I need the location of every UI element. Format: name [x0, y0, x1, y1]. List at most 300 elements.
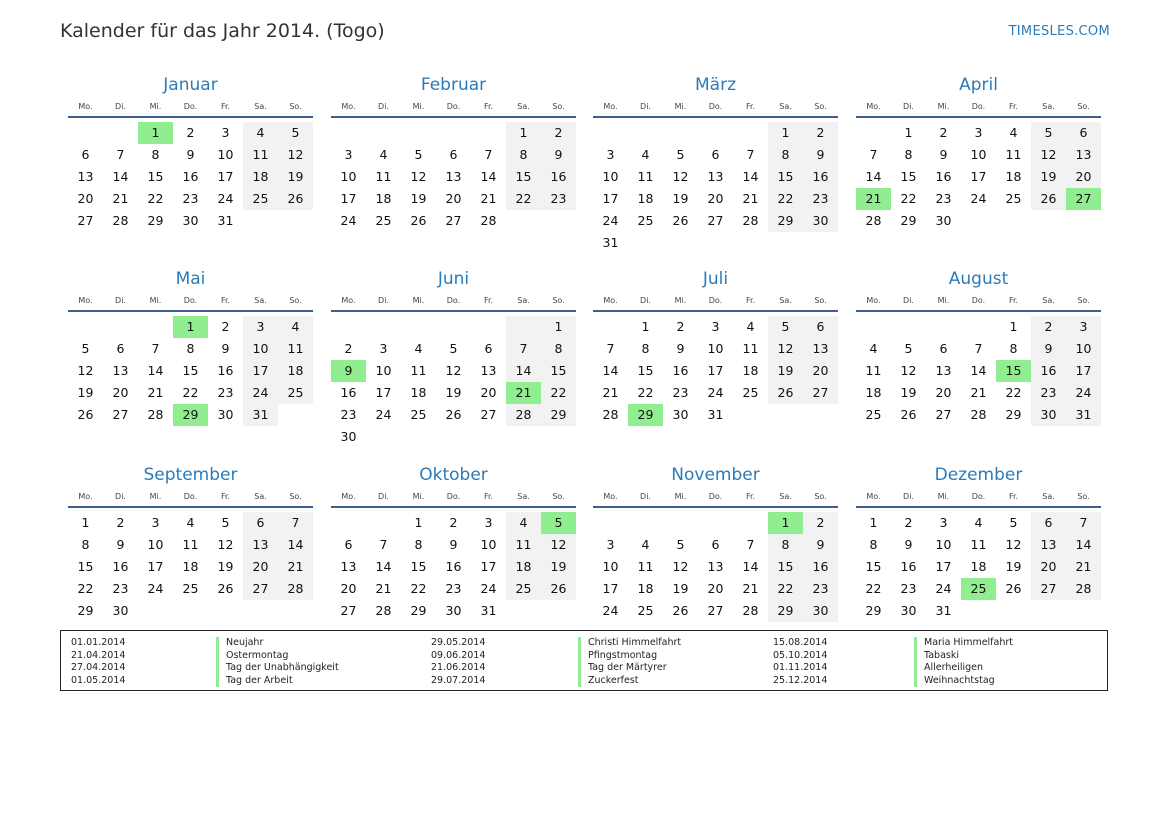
day-cell[interactable]: 13 [1066, 144, 1101, 166]
day-cell[interactable]: 17 [707, 363, 724, 378]
day-cell[interactable]: 6 [1066, 122, 1101, 144]
day-cell[interactable]: 14 [506, 360, 541, 382]
day-cell[interactable]: 15 [541, 360, 576, 382]
day-cell[interactable]: 5 [278, 122, 313, 144]
day-cell[interactable]: 12 [768, 338, 803, 360]
day-cell[interactable]: 10 [935, 537, 952, 552]
day-cell[interactable]: 24 [243, 382, 278, 404]
day-cell[interactable]: 31 [707, 407, 724, 422]
day-cell[interactable]: 31 [935, 603, 952, 618]
day-cell[interactable]: 13 [480, 363, 497, 378]
day-cell[interactable]: 1 [904, 125, 913, 140]
day-cell[interactable]: 27 [77, 213, 94, 228]
day-cell[interactable]: 2 [803, 122, 838, 144]
day-cell[interactable]: 3 [379, 341, 388, 356]
day-cell[interactable]: 2 [116, 515, 125, 530]
day-cell[interactable]: 4 [869, 341, 878, 356]
day-cell[interactable]: 2 [449, 515, 458, 530]
day-cell[interactable]: 21 [742, 191, 759, 206]
day-cell[interactable]: 22 [410, 581, 427, 596]
day-cell[interactable]: 7 [116, 147, 125, 162]
day-cell[interactable]: 2 [344, 341, 353, 356]
day-cell[interactable]: 2 [904, 515, 913, 530]
day-cell[interactable]: 14 [602, 363, 619, 378]
day-cell[interactable]: 8 [506, 144, 541, 166]
day-cell[interactable]: 4 [641, 147, 650, 162]
holiday-day-cell[interactable]: 29 [628, 404, 663, 426]
day-cell[interactable]: 26 [672, 213, 689, 228]
day-cell[interactable]: 17 [935, 559, 952, 574]
day-cell[interactable]: 18 [182, 559, 199, 574]
day-cell[interactable]: 22 [637, 385, 654, 400]
day-cell[interactable]: 10 [970, 147, 987, 162]
day-cell[interactable]: 19 [217, 559, 234, 574]
day-cell[interactable]: 26 [768, 382, 803, 404]
day-cell[interactable]: 12 [77, 363, 94, 378]
day-cell[interactable]: 26 [77, 407, 94, 422]
day-cell[interactable]: 12 [410, 169, 427, 184]
day-cell[interactable]: 25 [182, 581, 199, 596]
day-cell[interactable]: 3 [1066, 316, 1101, 338]
day-cell[interactable]: 19 [672, 581, 689, 596]
day-cell[interactable]: 4 [1009, 125, 1018, 140]
holiday-day-cell[interactable]: 25 [961, 578, 996, 600]
day-cell[interactable]: 9 [803, 144, 838, 166]
day-cell[interactable]: 13 [112, 363, 129, 378]
day-cell[interactable]: 4 [506, 512, 541, 534]
day-cell[interactable]: 23 [182, 191, 199, 206]
day-cell[interactable]: 8 [768, 534, 803, 556]
day-cell[interactable]: 26 [278, 188, 313, 210]
day-cell[interactable]: 19 [1005, 559, 1022, 574]
day-cell[interactable]: 2 [939, 125, 948, 140]
day-cell[interactable]: 3 [606, 147, 615, 162]
holiday-day-cell[interactable]: 29 [173, 404, 208, 426]
day-cell[interactable]: 13 [340, 559, 357, 574]
day-cell[interactable]: 3 [221, 125, 230, 140]
day-cell[interactable]: 8 [151, 147, 160, 162]
day-cell[interactable]: 21 [742, 581, 759, 596]
day-cell[interactable]: 21 [1066, 556, 1101, 578]
day-cell[interactable]: 17 [602, 581, 619, 596]
day-cell[interactable]: 10 [707, 341, 724, 356]
day-cell[interactable]: 1 [414, 515, 423, 530]
day-cell[interactable]: 23 [1031, 382, 1066, 404]
day-cell[interactable]: 18 [637, 581, 654, 596]
day-cell[interactable]: 27 [480, 407, 497, 422]
day-cell[interactable]: 17 [340, 191, 357, 206]
day-cell[interactable]: 22 [541, 382, 576, 404]
day-cell[interactable]: 9 [939, 147, 948, 162]
day-cell[interactable]: 28 [865, 213, 882, 228]
day-cell[interactable]: 27 [935, 407, 952, 422]
day-cell[interactable]: 15 [506, 166, 541, 188]
day-cell[interactable]: 9 [221, 341, 230, 356]
day-cell[interactable]: 27 [112, 407, 129, 422]
holiday-day-cell[interactable]: 1 [173, 316, 208, 338]
day-cell[interactable]: 10 [147, 537, 164, 552]
day-cell[interactable]: 5 [1031, 122, 1066, 144]
day-cell[interactable]: 9 [116, 537, 125, 552]
day-cell[interactable]: 28 [375, 603, 392, 618]
day-cell[interactable]: 10 [1066, 338, 1101, 360]
holiday-day-cell[interactable]: 1 [138, 122, 173, 144]
day-cell[interactable]: 23 [935, 191, 952, 206]
day-cell[interactable]: 12 [1031, 144, 1066, 166]
day-cell[interactable]: 14 [865, 169, 882, 184]
day-cell[interactable]: 25 [243, 188, 278, 210]
day-cell[interactable]: 21 [278, 556, 313, 578]
day-cell[interactable]: 16 [803, 166, 838, 188]
day-cell[interactable]: 27 [1031, 578, 1066, 600]
day-cell[interactable]: 20 [1066, 166, 1101, 188]
day-cell[interactable]: 24 [480, 581, 497, 596]
day-cell[interactable]: 22 [768, 578, 803, 600]
holiday-day-cell[interactable]: 15 [996, 360, 1031, 382]
day-cell[interactable]: 25 [506, 578, 541, 600]
day-cell[interactable]: 6 [243, 512, 278, 534]
day-cell[interactable]: 20 [340, 581, 357, 596]
day-cell[interactable]: 28 [480, 213, 497, 228]
day-cell[interactable]: 14 [278, 534, 313, 556]
day-cell[interactable]: 30 [182, 213, 199, 228]
day-cell[interactable]: 25 [742, 385, 759, 400]
day-cell[interactable]: 12 [900, 363, 917, 378]
day-cell[interactable]: 8 [768, 144, 803, 166]
day-cell[interactable]: 11 [970, 537, 987, 552]
day-cell[interactable]: 7 [746, 537, 755, 552]
day-cell[interactable]: 25 [375, 213, 392, 228]
day-cell[interactable]: 18 [278, 360, 313, 382]
day-cell[interactable]: 16 [541, 166, 576, 188]
day-cell[interactable]: 18 [1005, 169, 1022, 184]
day-cell[interactable]: 1 [768, 122, 803, 144]
day-cell[interactable]: 24 [340, 213, 357, 228]
day-cell[interactable]: 5 [221, 515, 230, 530]
day-cell[interactable]: 4 [278, 316, 313, 338]
day-cell[interactable]: 5 [904, 341, 913, 356]
day-cell[interactable]: 6 [803, 316, 838, 338]
day-cell[interactable]: 2 [186, 125, 195, 140]
day-cell[interactable]: 25 [1005, 191, 1022, 206]
day-cell[interactable]: 18 [865, 385, 882, 400]
day-cell[interactable]: 14 [742, 169, 759, 184]
day-cell[interactable]: 23 [217, 385, 234, 400]
day-cell[interactable]: 9 [186, 147, 195, 162]
day-cell[interactable]: 26 [445, 407, 462, 422]
holiday-day-cell[interactable]: 21 [856, 188, 891, 210]
day-cell[interactable]: 25 [637, 603, 654, 618]
day-cell[interactable]: 7 [151, 341, 160, 356]
day-cell[interactable]: 10 [217, 147, 234, 162]
day-cell[interactable]: 26 [410, 213, 427, 228]
day-cell[interactable]: 14 [742, 559, 759, 574]
day-cell[interactable]: 11 [243, 144, 278, 166]
day-cell[interactable]: 16 [935, 169, 952, 184]
day-cell[interactable]: 17 [602, 191, 619, 206]
day-cell[interactable]: 11 [637, 169, 654, 184]
day-cell[interactable]: 27 [707, 603, 724, 618]
day-cell[interactable]: 3 [151, 515, 160, 530]
site-link[interactable]: TIMESLES.COM [1008, 24, 1110, 39]
day-cell[interactable]: 23 [112, 581, 129, 596]
day-cell[interactable]: 18 [410, 385, 427, 400]
day-cell[interactable]: 17 [375, 385, 392, 400]
day-cell[interactable]: 7 [746, 147, 755, 162]
day-cell[interactable]: 13 [707, 559, 724, 574]
day-cell[interactable]: 20 [112, 385, 129, 400]
day-cell[interactable]: 31 [217, 213, 234, 228]
day-cell[interactable]: 10 [602, 169, 619, 184]
day-cell[interactable]: 26 [672, 603, 689, 618]
day-cell[interactable]: 31 [1066, 404, 1101, 426]
day-cell[interactable]: 15 [865, 559, 882, 574]
day-cell[interactable]: 23 [340, 407, 357, 422]
day-cell[interactable]: 8 [869, 537, 878, 552]
day-cell[interactable]: 26 [217, 581, 234, 596]
day-cell[interactable]: 14 [147, 363, 164, 378]
day-cell[interactable]: 15 [900, 169, 917, 184]
day-cell[interactable]: 23 [900, 581, 917, 596]
day-cell[interactable]: 9 [904, 537, 913, 552]
day-cell[interactable]: 30 [340, 429, 357, 444]
day-cell[interactable]: 29 [147, 213, 164, 228]
day-cell[interactable]: 10 [602, 559, 619, 574]
day-cell[interactable]: 24 [707, 385, 724, 400]
day-cell[interactable]: 26 [541, 578, 576, 600]
day-cell[interactable]: 11 [506, 534, 541, 556]
holiday-day-cell[interactable]: 27 [1066, 188, 1101, 210]
day-cell[interactable]: 6 [939, 341, 948, 356]
day-cell[interactable]: 4 [974, 515, 983, 530]
day-cell[interactable]: 5 [1009, 515, 1018, 530]
day-cell[interactable]: 11 [410, 363, 427, 378]
day-cell[interactable]: 15 [410, 559, 427, 574]
day-cell[interactable]: 22 [768, 188, 803, 210]
day-cell[interactable]: 12 [217, 537, 234, 552]
day-cell[interactable]: 29 [900, 213, 917, 228]
day-cell[interactable]: 27 [340, 603, 357, 618]
day-cell[interactable]: 8 [186, 341, 195, 356]
day-cell[interactable]: 8 [81, 537, 90, 552]
day-cell[interactable]: 20 [803, 360, 838, 382]
day-cell[interactable]: 8 [414, 537, 423, 552]
day-cell[interactable]: 8 [904, 147, 913, 162]
day-cell[interactable]: 28 [112, 213, 129, 228]
day-cell[interactable]: 27 [803, 382, 838, 404]
day-cell[interactable]: 3 [344, 147, 353, 162]
day-cell[interactable]: 13 [243, 534, 278, 556]
day-cell[interactable]: 27 [243, 578, 278, 600]
day-cell[interactable]: 18 [375, 191, 392, 206]
day-cell[interactable]: 12 [1005, 537, 1022, 552]
day-cell[interactable]: 2 [676, 319, 685, 334]
day-cell[interactable]: 21 [147, 385, 164, 400]
day-cell[interactable]: 16 [217, 363, 234, 378]
day-cell[interactable]: 8 [1009, 341, 1018, 356]
day-cell[interactable]: 23 [803, 578, 838, 600]
day-cell[interactable]: 19 [672, 191, 689, 206]
day-cell[interactable]: 30 [900, 603, 917, 618]
day-cell[interactable]: 28 [278, 578, 313, 600]
day-cell[interactable]: 22 [865, 581, 882, 596]
day-cell[interactable]: 23 [541, 188, 576, 210]
day-cell[interactable]: 24 [935, 581, 952, 596]
day-cell[interactable]: 28 [970, 407, 987, 422]
day-cell[interactable]: 25 [278, 382, 313, 404]
day-cell[interactable]: 2 [803, 512, 838, 534]
day-cell[interactable]: 3 [939, 515, 948, 530]
day-cell[interactable]: 28 [147, 407, 164, 422]
day-cell[interactable]: 20 [480, 385, 497, 400]
day-cell[interactable]: 9 [803, 534, 838, 556]
day-cell[interactable]: 16 [112, 559, 129, 574]
day-cell[interactable]: 24 [1066, 382, 1101, 404]
holiday-day-cell[interactable]: 21 [506, 382, 541, 404]
day-cell[interactable]: 19 [1031, 166, 1066, 188]
day-cell[interactable]: 14 [112, 169, 129, 184]
holiday-day-cell[interactable]: 9 [331, 360, 366, 382]
day-cell[interactable]: 6 [711, 537, 720, 552]
day-cell[interactable]: 18 [970, 559, 987, 574]
day-cell[interactable]: 4 [186, 515, 195, 530]
day-cell[interactable]: 22 [77, 581, 94, 596]
day-cell[interactable]: 7 [484, 147, 493, 162]
day-cell[interactable]: 5 [414, 147, 423, 162]
day-cell[interactable]: 15 [182, 363, 199, 378]
day-cell[interactable]: 30 [1031, 404, 1066, 426]
day-cell[interactable]: 29 [541, 404, 576, 426]
day-cell[interactable]: 11 [637, 559, 654, 574]
day-cell[interactable]: 4 [641, 537, 650, 552]
day-cell[interactable]: 12 [672, 169, 689, 184]
day-cell[interactable]: 2 [541, 122, 576, 144]
day-cell[interactable]: 10 [480, 537, 497, 552]
day-cell[interactable]: 16 [900, 559, 917, 574]
day-cell[interactable]: 14 [480, 169, 497, 184]
day-cell[interactable]: 11 [375, 169, 392, 184]
day-cell[interactable]: 7 [869, 147, 878, 162]
day-cell[interactable]: 17 [1066, 360, 1101, 382]
day-cell[interactable]: 8 [541, 338, 576, 360]
day-cell[interactable]: 28 [506, 404, 541, 426]
day-cell[interactable]: 20 [1031, 556, 1066, 578]
day-cell[interactable]: 30 [803, 600, 838, 622]
day-cell[interactable]: 3 [606, 537, 615, 552]
day-cell[interactable]: 2 [221, 319, 230, 334]
day-cell[interactable]: 1 [869, 515, 878, 530]
day-cell[interactable]: 31 [480, 603, 497, 618]
day-cell[interactable]: 16 [672, 363, 689, 378]
day-cell[interactable]: 27 [445, 213, 462, 228]
day-cell[interactable]: 15 [77, 559, 94, 574]
day-cell[interactable]: 30 [672, 407, 689, 422]
day-cell[interactable]: 15 [768, 556, 803, 578]
day-cell[interactable]: 7 [974, 341, 983, 356]
day-cell[interactable]: 14 [375, 559, 392, 574]
day-cell[interactable]: 6 [711, 147, 720, 162]
day-cell[interactable]: 5 [676, 147, 685, 162]
day-cell[interactable]: 6 [81, 147, 90, 162]
day-cell[interactable]: 10 [243, 338, 278, 360]
day-cell[interactable]: 18 [637, 191, 654, 206]
day-cell[interactable]: 16 [340, 385, 357, 400]
day-cell[interactable]: 17 [480, 559, 497, 574]
day-cell[interactable]: 28 [742, 213, 759, 228]
day-cell[interactable]: 26 [1031, 188, 1066, 210]
day-cell[interactable]: 3 [974, 125, 983, 140]
day-cell[interactable]: 23 [803, 188, 838, 210]
day-cell[interactable]: 21 [375, 581, 392, 596]
day-cell[interactable]: 2 [1031, 316, 1066, 338]
day-cell[interactable]: 17 [243, 360, 278, 382]
day-cell[interactable]: 17 [147, 559, 164, 574]
day-cell[interactable]: 30 [935, 213, 952, 228]
day-cell[interactable]: 13 [707, 169, 724, 184]
day-cell[interactable]: 14 [1066, 534, 1101, 556]
day-cell[interactable]: 21 [602, 385, 619, 400]
day-cell[interactable]: 19 [278, 166, 313, 188]
day-cell[interactable]: 21 [480, 191, 497, 206]
holiday-day-cell[interactable]: 5 [541, 512, 576, 534]
day-cell[interactable]: 23 [445, 581, 462, 596]
day-cell[interactable]: 11 [278, 338, 313, 360]
day-cell[interactable]: 19 [768, 360, 803, 382]
day-cell[interactable]: 13 [803, 338, 838, 360]
day-cell[interactable]: 3 [243, 316, 278, 338]
day-cell[interactable]: 1 [1009, 319, 1018, 334]
day-cell[interactable]: 29 [1005, 407, 1022, 422]
day-cell[interactable]: 6 [449, 147, 458, 162]
day-cell[interactable]: 4 [746, 319, 755, 334]
day-cell[interactable]: 22 [506, 188, 541, 210]
day-cell[interactable]: 1 [81, 515, 90, 530]
day-cell[interactable]: 24 [147, 581, 164, 596]
day-cell[interactable]: 31 [243, 404, 278, 426]
day-cell[interactable]: 18 [742, 363, 759, 378]
day-cell[interactable]: 11 [182, 537, 199, 552]
day-cell[interactable]: 22 [900, 191, 917, 206]
day-cell[interactable]: 20 [935, 385, 952, 400]
day-cell[interactable]: 17 [217, 169, 234, 184]
day-cell[interactable]: 6 [484, 341, 493, 356]
day-cell[interactable]: 6 [344, 537, 353, 552]
day-cell[interactable]: 24 [602, 213, 619, 228]
day-cell[interactable]: 30 [217, 407, 234, 422]
day-cell[interactable]: 3 [711, 319, 720, 334]
day-cell[interactable]: 26 [900, 407, 917, 422]
day-cell[interactable]: 26 [1005, 581, 1022, 596]
day-cell[interactable]: 10 [375, 363, 392, 378]
day-cell[interactable]: 24 [970, 191, 987, 206]
day-cell[interactable]: 17 [970, 169, 987, 184]
day-cell[interactable]: 4 [379, 147, 388, 162]
day-cell[interactable]: 11 [1005, 147, 1022, 162]
day-cell[interactable]: 31 [602, 235, 619, 250]
day-cell[interactable]: 27 [707, 213, 724, 228]
day-cell[interactable]: 21 [112, 191, 129, 206]
day-cell[interactable]: 9 [541, 144, 576, 166]
day-cell[interactable]: 18 [243, 166, 278, 188]
day-cell[interactable]: 7 [1066, 512, 1101, 534]
day-cell[interactable]: 7 [606, 341, 615, 356]
day-cell[interactable]: 7 [379, 537, 388, 552]
day-cell[interactable]: 12 [445, 363, 462, 378]
day-cell[interactable]: 14 [970, 363, 987, 378]
day-cell[interactable]: 25 [865, 407, 882, 422]
day-cell[interactable]: 11 [742, 341, 759, 356]
day-cell[interactable]: 30 [445, 603, 462, 618]
